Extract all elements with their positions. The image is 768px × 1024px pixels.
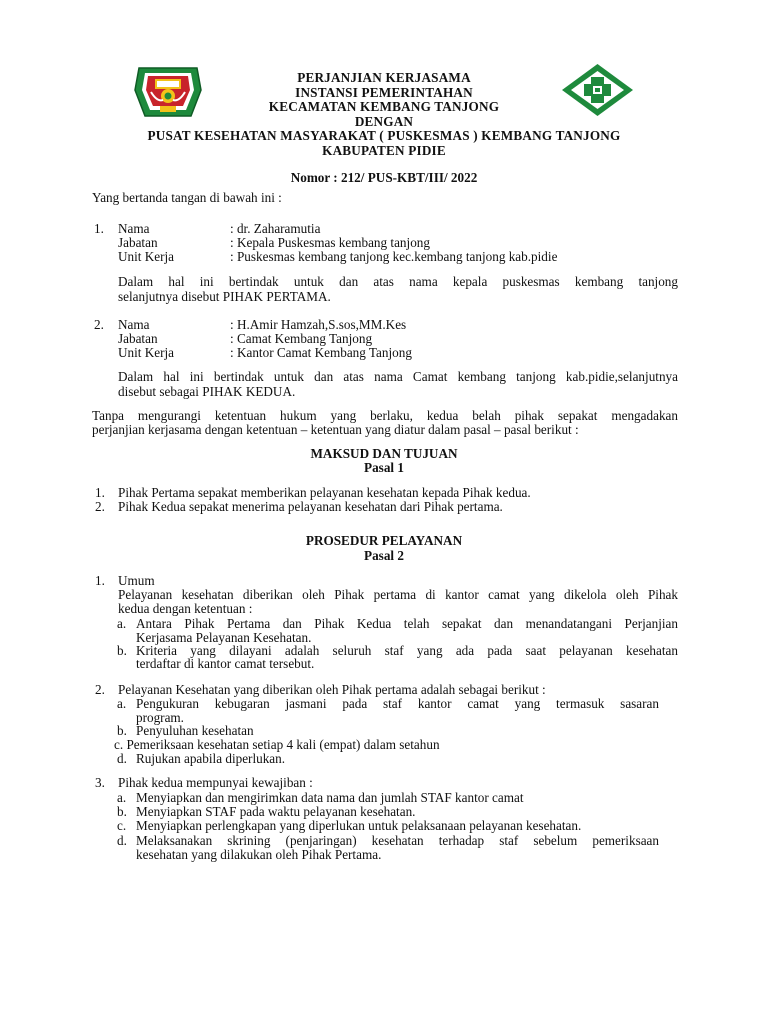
pasal-2-section-3-item-d-line-2: kesehatan yang dilakukan oleh Pihak Pertama.: [136, 847, 382, 862]
section-title-prosedur-pelayanan: PROSEDUR PELAYANAN: [305, 533, 463, 548]
pasal-2-section-1-item-b-line-1: Kriteria yang dilayani adalah seluruh staf yang ada pada saat pelayanan kesehatan: [136, 643, 678, 658]
party-1-description-line-1: Dalam hal ini bertindak untuk dan atas nama kepala puskesmas kembang tanjong: [118, 274, 678, 289]
intro-text: Yang bertanda tangan di bawah ini :: [92, 190, 282, 205]
party-1-jabatan-value: : Kepala Puskesmas kembang tanjong: [230, 235, 430, 250]
party-1-unit-value: : Puskesmas kembang tanjong kec.kembang tanjong kab.pidie: [230, 249, 558, 264]
pasal-2-section-2-item-b-label: b.: [117, 723, 127, 738]
pasal-2-section-3-item-d-line-1: Melaksanakan skrining (penjaringan) kesehatan terhadap staf sebelum pemeriksaan: [136, 833, 659, 848]
pasal-2-section-3-item-c-label: c.: [117, 818, 127, 833]
party-1-number: 1.: [94, 221, 104, 236]
document-header: [90, 71, 678, 159]
pasal-2-section-1-line-1: Pelayanan kesehatan diberikan oleh Pihak pertama di kantor camat yang dikelola oleh Pihak: [118, 587, 678, 602]
preamble-line-2: perjanjian kerjasama dengan ketentuan – ketentuan yang diatur dalam pasal – pasal berikut :: [92, 422, 579, 437]
pasal-2-section-3-item-c-text: Menyiapkan perlengkapan yang diperlukan untuk pelaksanaan pelayanan kesehatan.: [136, 818, 582, 833]
pasal-2-section-3-item-b-label: b.: [117, 804, 127, 819]
pasal-2-section-3-item-a-label: a.: [117, 790, 127, 805]
pasal-2-section-3-heading: Pihak kedua mempunyai kewajiban :: [118, 775, 313, 790]
pasal-2-section-2-item-a-line-1: Pengukuran kebugaran jasmani pada staf kantor camat yang termasuk sasaran: [136, 696, 659, 711]
party-2-description-line-1: Dalam hal ini bertindak untuk dan atas nama Camat kembang tanjong kab.pidie,selanjutnya: [118, 369, 678, 384]
party-2-number: 2.: [94, 317, 104, 332]
section-title-maksud-tujuan: MAKSUD DAN TUJUAN: [310, 446, 458, 461]
header-line-3: KECAMATAN KEMBANG TANJONG: [268, 99, 500, 115]
pasal-1-item-2-number: 2.: [95, 499, 105, 514]
pasal-2-section-3-item-a-text: Menyiapkan dan mengirimkan data nama dan jumlah STAF kantor camat: [136, 790, 524, 805]
party-1-unit-label: Unit Kerja: [118, 249, 175, 264]
pasal-2-section-2-item-b-text: Penyuluhan kesehatan: [136, 723, 254, 738]
pasal-1-heading: Pasal 1: [364, 460, 404, 475]
pasal-1-item-1-number: 1.: [95, 485, 105, 500]
pasal-2-section-1-heading: Umum: [118, 573, 155, 588]
party-2-jabatan-value: : Camat Kembang Tanjong: [230, 331, 373, 346]
pasal-2-section-2-heading: Pelayanan Kesehatan yang diberikan oleh Pihak pertama adalah sebagai berikut :: [118, 682, 546, 697]
pasal-2-section-2-item-c-text: c. Pemeriksaan kesehatan setiap 4 kali (empat) dalam setahun: [114, 737, 440, 752]
pasal-2-section-1-line-2: kedua dengan ketentuan :: [118, 601, 253, 616]
header-line-5: PUSAT KESEHATAN MASYARAKAT ( PUSKESMAS ) KEMBANG TANJONG: [147, 128, 621, 144]
document-number: Nomor : 212/ PUS-KBT/III/ 2022: [290, 170, 478, 185]
pasal-1-item-1-text: Pihak Pertama sepakat memberikan pelayanan kesehatan kepada Pihak kedua.: [118, 485, 531, 500]
party-2-jabatan-label: Jabatan: [118, 331, 158, 346]
party-2-description-line-2: disebut sebagai PIHAK KEDUA.: [118, 384, 296, 399]
pasal-1-item-2-text: Pihak Kedua sepakat menerima pelayanan kesehatan dari Pihak pertama.: [118, 499, 503, 514]
pasal-2-section-1-item-a-line-1: Antara Pihak Pertama dan Pihak Kedua telah sepakat dan menandatangani Perjanjian: [136, 616, 678, 631]
party-2-nama-label: Nama: [118, 317, 150, 332]
pasal-2-section-2-item-d-label: d.: [117, 751, 127, 766]
pasal-2-section-1-item-a-line-2: Kerjasama Pelayanan Kesehatan.: [136, 630, 312, 645]
party-2-unit-value: : Kantor Camat Kembang Tanjong: [230, 345, 412, 360]
header-line-6: KABUPATEN PIDIE: [322, 142, 446, 158]
pasal-2-section-3-item-d-label: d.: [117, 833, 127, 848]
pasal-2-section-1-item-a-label: a.: [117, 616, 127, 631]
party-2-nama-value: : H.Amir Hamzah,S.sos,MM.Kes: [230, 317, 407, 332]
header-line-2: INSTANSI PEMERINTAHAN: [295, 84, 473, 100]
party-1-nama-label: Nama: [118, 221, 150, 236]
party-2-unit-label: Unit Kerja: [118, 345, 175, 360]
header-line-4: DENGAN: [354, 113, 414, 129]
pasal-2-section-1-item-b-line-2: terdaftar di kantor camat tersebut.: [136, 656, 315, 671]
party-1-description-line-2: selanjutnya disebut PIHAK PERTAMA.: [118, 289, 331, 304]
pasal-2-section-2-number: 2.: [95, 682, 105, 697]
pasal-2-section-2-item-a-label: a.: [117, 696, 127, 711]
pasal-2-section-1-number: 1.: [95, 573, 105, 588]
party-1-nama-value: : dr. Zaharamutia: [230, 221, 321, 236]
pasal-2-section-3-item-b-text: Menyiapkan STAF pada waktu pelayanan kesehatan.: [136, 804, 416, 819]
header-title: PERJANJIAN KERJASAMA: [297, 70, 471, 85]
pasal-2-heading: Pasal 2: [364, 548, 404, 563]
pasal-2-section-2-item-d-text: Rujukan apabila diperlukan.: [136, 751, 286, 766]
pasal-2-section-1-item-b-label: b.: [117, 643, 127, 658]
party-1-jabatan-label: Jabatan: [118, 235, 158, 250]
pasal-2-section-3-number: 3.: [95, 775, 105, 790]
pasal-2-section-2-item-a-line-2: program.: [136, 710, 184, 725]
preamble-line-1: Tanpa mengurangi ketentuan hukum yang berlaku, kedua belah pihak sepakat mengadakan: [92, 408, 678, 423]
